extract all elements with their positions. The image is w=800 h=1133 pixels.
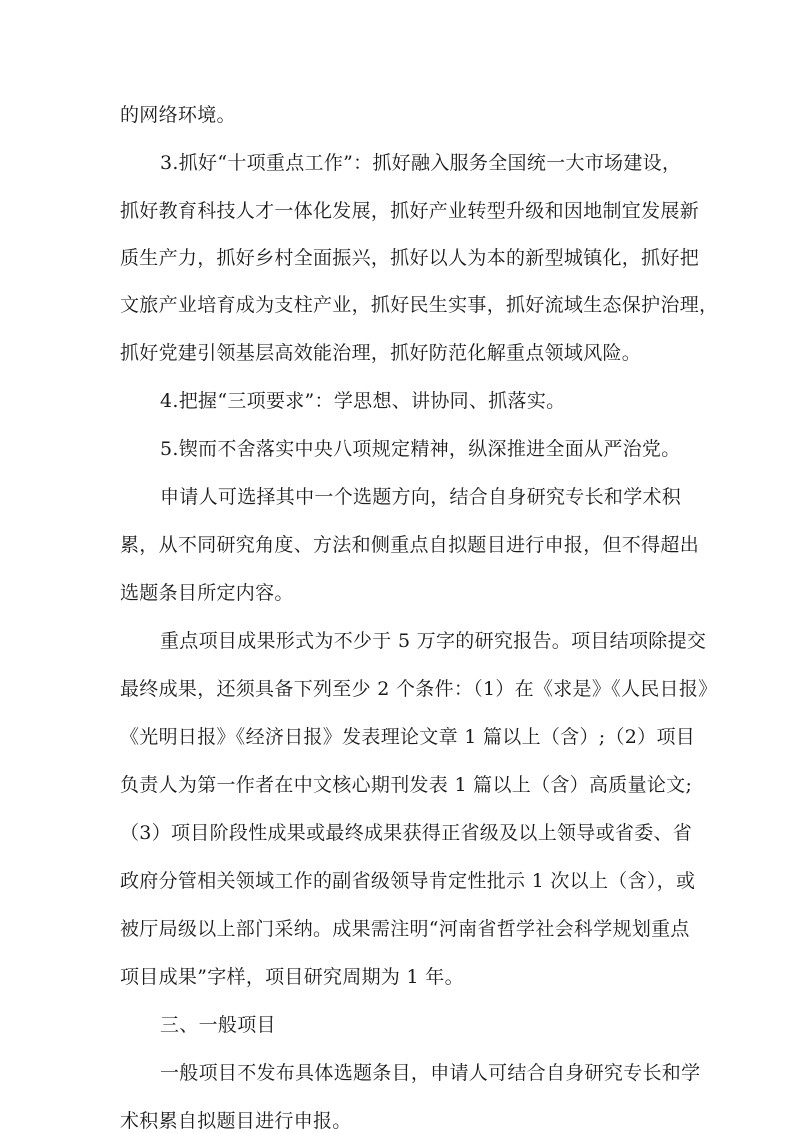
text-line: 被厅局级以上部门采纳。成果需注明“河南省哲学社会科学规划重点 bbox=[120, 918, 690, 940]
text-line: 5.锲而不舍落实中央八项规定精神，纵深推进全面从严治党。 bbox=[160, 438, 681, 460]
text-line: 负责人为第一作者在中文核心期刊发表 1 篇以上（含）高质量论文; bbox=[120, 774, 693, 796]
text-line: 术积累自拟题目进行申报。 bbox=[120, 1110, 352, 1132]
text-line: 文旅产业培育成为支柱产业，抓好民生实事，抓好流域生态保护治理， bbox=[120, 294, 719, 316]
text-line: 政府分管相关领域工作的副省级领导肯定性批示 1 次以上（含），或 bbox=[120, 870, 696, 892]
text-line: （3）项目阶段性成果或最终成果获得正省级及以上领导或省委、省 bbox=[120, 822, 693, 844]
text-line: 4.把握“三项要求”：学思想、讲协同、抓落实。 bbox=[160, 390, 566, 412]
text-line: 抓好党建引领基层高效能治理，抓好防范化解重点领域风险。 bbox=[120, 342, 642, 364]
text-line: 《光明日报》《经济日报》发表理论文章 1 篇以上（含）;（2）项目 bbox=[120, 726, 696, 748]
text-line: 重点项目成果形式为不少于 5 万字的研究报告。项目结项除提交 bbox=[160, 630, 707, 652]
text-line: 选题条目所定内容。 bbox=[120, 582, 294, 604]
text-line: 最终成果，还须具备下列至少 2 个条件：（1）在《求是》《人民日报》 bbox=[120, 678, 718, 700]
text-line: 申请人可选择其中一个选题方向，结合自身研究专长和学术积 bbox=[160, 486, 682, 508]
text-line: 抓好教育科技人才一体化发展，抓好产业转型升级和因地制宜发展新 bbox=[120, 200, 700, 222]
text-line: 累，从不同研究角度、方法和侧重点自拟题目进行申报，但不得超出 bbox=[120, 534, 700, 556]
text-line: 3.抓好“十项重点工作”：抓好融入服务全国统一大市场建设， bbox=[160, 152, 682, 174]
text-line: 的网络环境。 bbox=[120, 104, 236, 126]
text-line: 一般项目不发布具体选题条目，申请人可结合自身研究专长和学 bbox=[160, 1062, 701, 1084]
section-heading: 三、一般项目 bbox=[160, 1014, 276, 1036]
text-line: 项目成果”字样，项目研究周期为 1 年。 bbox=[120, 966, 464, 988]
text-line: 质生产力，抓好乡村全面振兴，抓好以人为本的新型城镇化，抓好把 bbox=[120, 247, 700, 269]
